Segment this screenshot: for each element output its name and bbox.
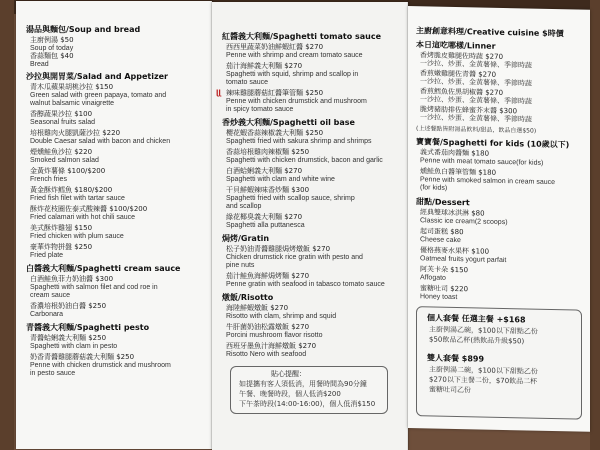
menu-item-platter-en: Fried plate [30,252,64,259]
menu-item-dessert3-en: Oatmeal fruits yogurt parfait [420,255,507,265]
menu-item-dessert2: 起司蛋糕 $80 [420,227,464,237]
menu-item-tomato2-en: Spaghetti with squid, shrimp and scallop in [226,71,359,78]
single-set-line-1: 主廚例湯乙碗，$100以下甜點乙份 [429,325,538,336]
menu-item-pesto1: 青醬蛤蜊義大利麵 $250 [30,334,107,342]
reminder-title: 貼心提醒： [271,370,306,378]
menu-item-dinner4: 脆烤豬肋排佐蜂蜜芥末醬 $300 [420,105,518,116]
menu-item-salad2: 香醇蔬果沙拉 $100 [30,110,93,118]
section-header-dessert: 甜點/Dessert [416,197,470,208]
menu-item-chicken-en: Fried chicken with plum sauce [30,233,124,240]
menu-item-risotto3: 西班牙墨魚汁海鮮燉飯 $270 [226,342,317,350]
section-header-salad: 沙拉與開胃菜/Salad and Appetizer [26,72,169,81]
menu-item-soup-en: Soup of today [30,45,74,52]
set-meal-box [416,306,582,419]
table-edge-right [590,0,600,450]
menu-item-dessert4-en: Affogato [420,274,446,282]
menu-item-calamari-en: Fried calamari with hot chili sauce [30,214,136,221]
menu-item-dessert4: 阿芙卡朵 $150 [420,265,469,275]
menu-item-risotto1: 海陸鮮蝦燉飯 $270 [226,304,289,312]
menu-panel-right [408,6,590,432]
menu-item-kids2-en2: (for kids) [420,184,448,192]
menu-item-cream1: 白酒鮭魚菲力奶油醬 $300 [30,275,114,283]
menu-item-platter: 豪華炸物拼盤 $250 [30,243,93,251]
menu-item-oil4: 干貝鮮蝦辣味香炒麵 $300 [226,186,310,194]
section-header-oil: 香炒義大利麵/Spaghetti oil base [222,118,355,127]
menu-item-risotto3-en: Risotto Nero with seafood [226,351,307,358]
menu-item-oil2: 香蒜培根雞肉辣椒麵 $250 [226,148,310,156]
menu-item-dessert2-en: Cheese cake [420,236,461,245]
section-header-soup: 湯品與麵包/Soup and bread [26,25,141,34]
menu-panel-left [16,1,212,449]
menu-item-dinner3: 香煎鱈魚佐黑胡椒醬 $270 [420,87,504,97]
menu-item-oil5-en: Spaghetti alla puttanesca [226,222,305,229]
spicy-mark-icon: ɭɭ [216,89,221,97]
menu-item-carbonara: 香濃培根奶油白醬 $250 [30,302,107,310]
dinner-note: (上述餐點皆附湯品飲料/甜品，飲品自選$50) [416,125,537,135]
menu-item-fries: 金黃炸薯條 $100/$200 [30,167,106,175]
menu-item-risotto1-en: Risotto with clam, shrimp and squid [226,313,337,320]
menu-item-oil5: 綠花椰臭義大利麵 $270 [226,213,303,221]
double-set-line-2: $270以下主餐二份，$70飲品二杯 [429,375,538,386]
menu-item-pesto2: 奶香青醬雞腿蘑菇義大利麵 $250 [30,353,135,361]
double-set-title: 雙人套餐 $899 [427,353,485,364]
menu-item-salad1: 青木瓜蘋果胡桃沙拉 $150 [30,83,114,91]
reminder-box [230,366,388,414]
menu-item-salad2-en: Seasonal fruits salad [30,119,95,126]
menu-item-tomato3: 辣味雞腿蘑菇紅醬筆管麵 $250 [226,89,324,97]
menu-item-pesto1-en: Spaghetti with clam in pesto [30,343,118,350]
section-header-pesto: 青醬義大利麵/Spaghetti pesto [26,323,150,332]
menu-item-cream1-en2: cream sauce [30,292,71,299]
section-header-dinner: 本日這吃哪樣/Linner [416,40,496,51]
menu-item-calamari: 酥炸花枝圈佐泰式酸辣醬 $100/$200 [30,205,148,213]
menu-item-pesto2-en2: in pesto sauce [30,370,76,377]
section-header-kids: 寶寶餐/Spaghetti for kids (10歲以下) [416,137,570,150]
reminder-line-3: 下午茶時段(14:00-16:00)，個人低消$150 [239,400,376,408]
menu-item-tomato3-en: Penne with chicken drumstick and mushroom [226,98,367,105]
menu-item-gratin2: 茄汁鮭魚海鮮焗烤麵 $270 [226,272,310,280]
section-header-gratin: 焗烤/Gratin [222,234,270,243]
menu-item-soup: 主廚例湯 $50 [30,36,74,44]
section-header-risotto: 燉飯/Risotto [222,293,274,302]
menu-item-oil1-en: Spaghetti fried with sakura shrimp and shrimps [226,138,372,145]
menu-item-risotto2-en: Porcini mushroom flavor risotto [226,332,323,339]
menu-item-kids2-en: Penne with smoked salmon in cream sauce [420,176,556,187]
menu-item-dessert5-en: Honey toast [420,293,458,302]
menu-item-oil4-en: Spaghetti fried with scallop sauce, shrimp [226,195,355,202]
menu-item-salad3: 培根雞肉火腿凱薩沙拉 $220 [30,129,121,137]
menu-item-salad1-en2: walnut balsamic vinaigrette [30,100,115,107]
menu-item-bread-en: Bread [30,61,49,68]
menu-item-bread: 香蒜麵包 $40 [30,52,74,60]
menu-item-dinner3-sides: 一沙拉、炒蛋、金黃薯條、季節時蔬 [420,95,532,106]
menu-item-chicken: 美式酥炸雞翅 $150 [30,224,93,232]
menu-item-gratin1: 松子奶油青醬雞腿焗烤燉飯 $270 [226,245,331,253]
menu-item-gratin2-en: Penne gratin with seafood in tabasco tomato sauce [226,281,385,288]
menu-item-tomato1-en: Penne with shrimp and cream tomato sauce [226,52,363,59]
menu-item-tomato3-en2: in spicy tomato sauce [226,106,294,113]
menu-item-salad4-en: Smoked salmon salad [30,157,99,164]
menu-item-salad1-en: Green salad with green papaya, tomato and [30,92,167,99]
menu-item-pesto2-en: Penne with chicken drumstick and mushroom [30,362,171,369]
menu-item-kids1: 義式番茄肉醬麵 $180 [420,148,490,158]
menu-item-tomato2: 茄汁海鮮義大利麵 $270 [226,62,303,70]
menu-item-dessert1-en: Classic ice cream(2 scoops) [420,217,508,227]
double-set-line-3: 蜜糖吐司乙份 [429,385,471,395]
section-header-tomato: 紅醬義大利麵/Spaghetti tomato sauce [222,32,382,41]
menu-item-oil1: 櫻花蝦香蒜辣椒義大利麵 $250 [226,129,324,137]
menu-item-tomato1: 西西里蔬菜奶油鮮蝦紅醬 $270 [226,43,324,51]
table-edge-left [0,0,14,450]
single-set-line-2: $50飲品乙杯(熱飲品升級$50) [429,335,525,346]
menu-item-oil3: 白酒蛤蜊義大利麵 $270 [226,167,303,175]
menu-item-dinner1-sides: 一沙拉、炒蛋、金黃薯條、季節時蔬 [420,59,532,70]
menu-item-kids2: 燻鮭魚白醬筆管麵 $180 [420,167,497,177]
menu-item-dinner1: 香烤脆皮雞腿佐時蔬 $270 [420,51,504,61]
menu-item-risotto2: 牛肝菌奶油松露燉飯 $270 [226,323,310,331]
reminder-line-1: 如提攜有客人須低消，用餐時間為90分鐘 [239,380,367,388]
menu-item-dessert5: 蜜糖吐司 $220 [420,284,469,294]
menu-item-gratin1-en2: pine nuts [226,262,255,269]
menu-item-dinner2-sides: 一沙拉、炒蛋、金黃薯條、季節時蔬 [420,77,532,88]
menu-item-oil4-en2: and scallop [226,203,262,210]
menu-item-salad4: 煙燻鮭魚沙拉 $220 [30,148,93,156]
menu-panel-middle [212,2,408,450]
section-header-cream: 白醬義大利麵/Spaghetti cream sauce [26,264,181,273]
section-header-creative: 主廚創意料理/Creative cuisine $時價 [416,26,564,39]
menu-item-dessert3: 優格燕麥水果杯 $100 [420,246,490,256]
menu-item-dinner4-sides: 一沙拉、炒蛋、金黃薯條、季節時蔬 [420,113,532,124]
menu-item-fish-en: Fried fish filet with tartar sauce [30,195,125,202]
menu-item-dinner2: 香煎嫩雞腿佐青醬 $270 [420,69,497,79]
double-set-line-1: 主廚例湯二碗，$100以下甜點乙份 [429,365,538,376]
menu-item-dessert1: 經典雙球冰淇淋 $80 [420,208,485,218]
menu-item-carbonara-en: Carbonara [30,311,64,318]
menu-item-gratin1-en: Chicken drumstick rice gratin with pesto and [226,254,363,261]
menu-item-fries-en: French fries [30,176,67,183]
menu-item-salad3-en: Double Caesar salad with bacon and chicken [30,138,171,145]
menu-item-fish: 黃金酥炸鱈魚 $180/$200 [30,186,113,194]
single-set-title: 個人套餐 任選主餐 +$168 [427,313,526,325]
reminder-line-2: 午餐、晚餐時段，個人低消$200 [239,390,341,398]
menu-item-kids1-en: Penne with meat tomato sauce(for kids) [420,157,544,167]
menu-item-oil2-en: Spaghetti with chicken drumstick, bacon and garlic [226,157,383,164]
menu-item-oil3-en: Spaghetti with clam and white wine [226,176,335,183]
menu-item-cream1-en: Spaghetti with salmon filet and cod roe in [30,284,158,291]
menu-item-tomato2-en2: tomato sauce [226,79,269,86]
